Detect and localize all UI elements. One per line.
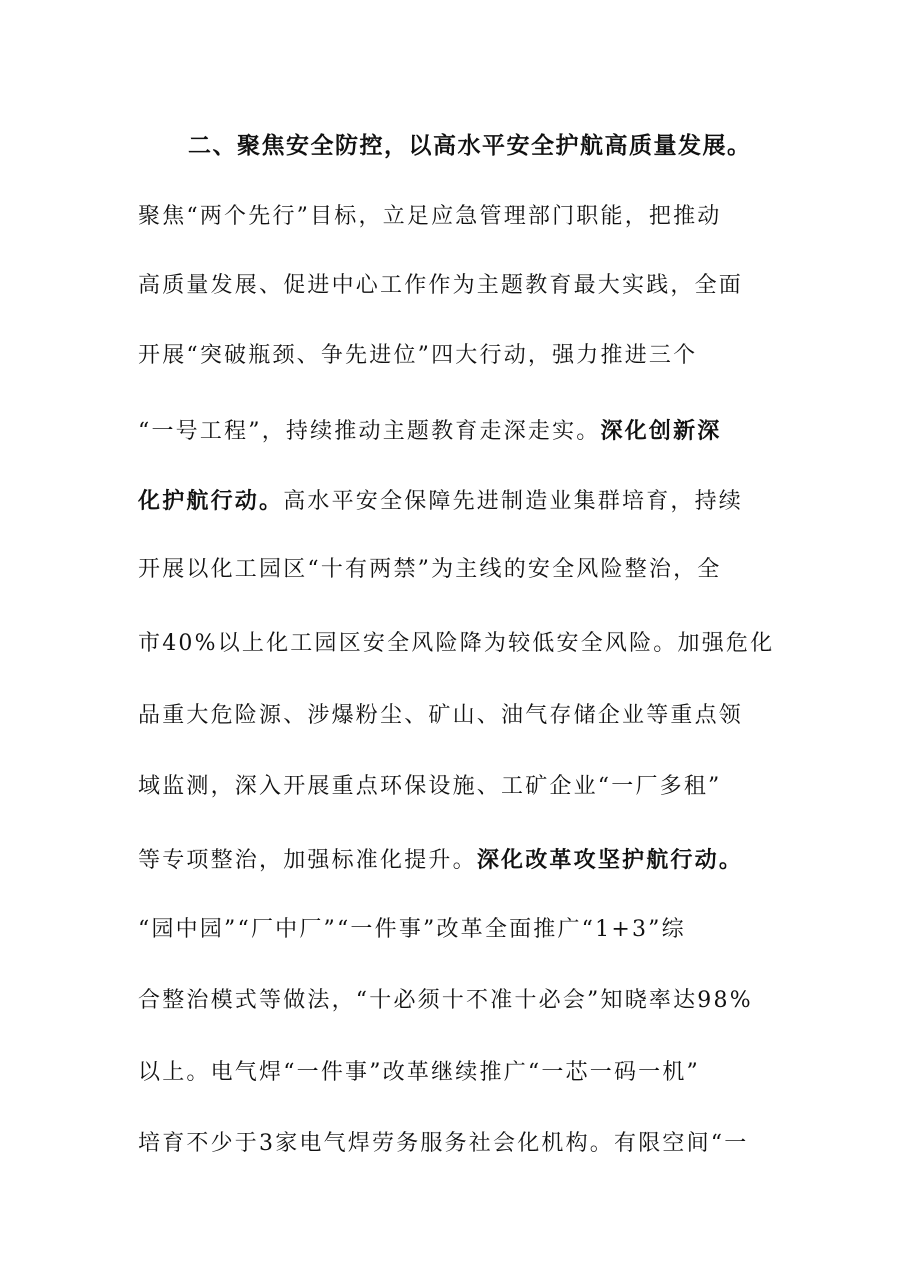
paragraph-line-4 (138, 411, 778, 452)
bold-subheading: 化护航行动。 (138, 488, 284, 514)
line-text: 聚焦“两个先行”目标，立足应急管理部门职能，把推动 (138, 204, 722, 229)
paragraph-line-5 (138, 481, 778, 522)
paragraph-line-7 (138, 624, 778, 664)
paragraph-line-12 (138, 981, 778, 1021)
line-text: 以上。电气焊“一件事”改革继续推广“一芯一码一机” (138, 1060, 700, 1085)
paragraph-line-2 (138, 266, 778, 306)
line-text: 合整治模式等做法，“十必须十不准十必会”知晓率达98% (138, 988, 753, 1013)
paragraph-line-10 (138, 840, 778, 881)
line-text: “一号工程”，持续推动主题教育走深走实。 (138, 419, 601, 444)
line-text: 高水平安全保障先进制造业集群培育，持续 (283, 489, 744, 514)
paragraph-line-3 (138, 336, 778, 376)
paragraph-line-13 (138, 1053, 778, 1093)
line-text: 域监测，深入开展重点环保设施、工矿企业“一厂多租” (138, 774, 722, 799)
line-text: 开展“突破瓶颈、争先进位”四大行动，强力推进三个 (138, 343, 698, 368)
line-text: 等专项整治，加强标准化提升。 (138, 848, 477, 873)
line-text: 开展以化工园区“十有两禁”为主线的安全风险整治，全 (138, 557, 722, 582)
bold-subheading: 深化改革攻坚护航行动。 (476, 847, 744, 873)
bold-subheading: 深化创新深 (600, 418, 722, 444)
line-text: 高质量发展、促进中心工作作为主题教育最大实践，全面 (138, 273, 744, 298)
paragraph-line-1 (138, 197, 778, 237)
line-text: 市40%以上化工园区安全风险降为较低安全风险。加强危化 (138, 631, 775, 656)
line-text: “园中园”“厂中厂”“一件事”改革全面推广“1+3”综 (138, 917, 686, 942)
paragraph-line-8 (138, 696, 778, 736)
paragraph-line-14 (138, 1124, 778, 1164)
paragraph-line-9 (138, 767, 778, 807)
section-heading: 二、聚焦安全防控，以高水平安全护航高质量发展。 (188, 132, 752, 159)
paragraph-line-11 (138, 910, 778, 950)
line-text: 品重大危险源、涉爆粉尘、矿山、油气存储企业等重点领 (138, 703, 744, 728)
paragraph-line-6 (138, 550, 778, 590)
line-text: 培育不少于3家电气焊劳务服务社会化机构。有限空间“一 (138, 1131, 749, 1156)
